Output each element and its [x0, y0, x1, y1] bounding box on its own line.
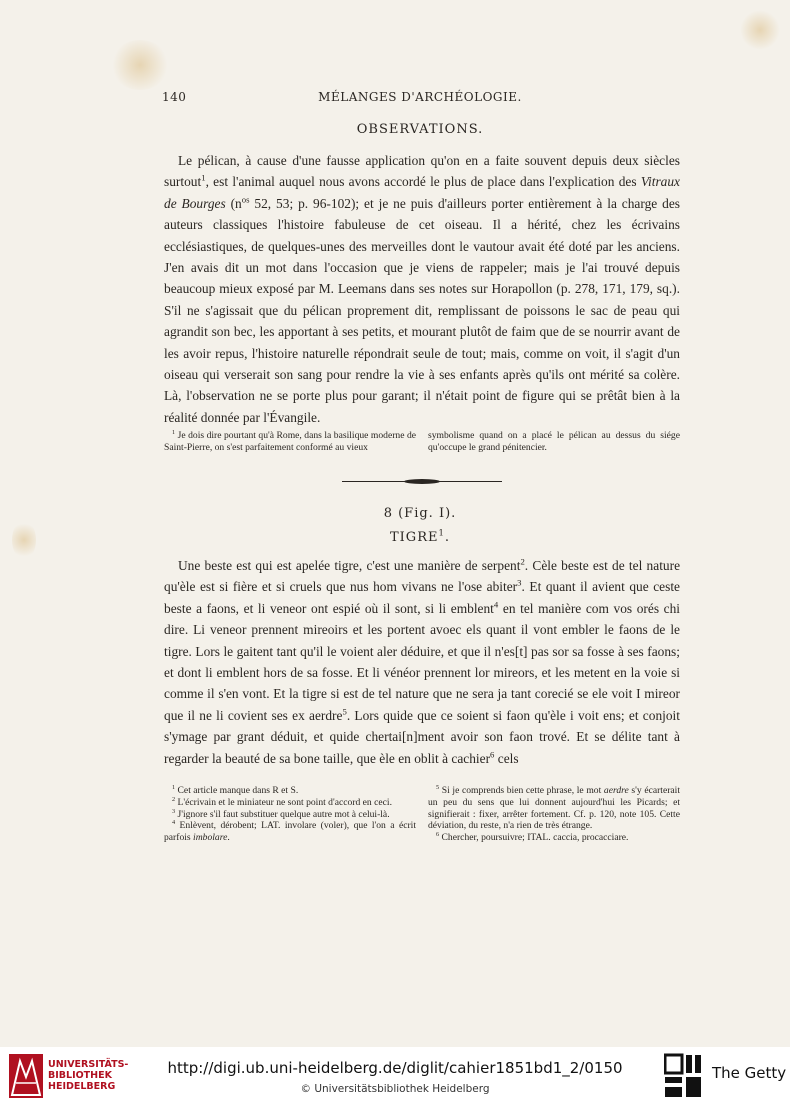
tigre-text — [164, 555, 680, 769]
observations-text — [164, 150, 680, 428]
footnote-ref: 1 — [438, 527, 445, 538]
paper-stain — [110, 40, 170, 90]
footnote-column — [164, 785, 416, 844]
footer-bar — [0, 1047, 790, 1105]
paragraph: Une beste est qui est apelée tigre, c'est une manière de serpent$^2$. Cèle beste est de tel nature qu'èle est si fière et si cruels que nus hom vivans ne l'ose abiter$^3$. Et quant il avient que ceste beste a faons, et li veneor ont espié où il sont, si li emblent$^4$ en tel manière com vos orés chi dire. Li veneor prennent mireoirs et les portent avoec els quant il vont embler le faons de le tigre. Lors le gaitent tant qu'il le voient aler déduire, et que il n'es[t] pas sor sa fosse à ses faons; et dont li emblent hors de sa fosse. Et li vénéor prennent lor mireors, et les metent en la voie si comme il s'en vont. Et la tigre si est de tel nature que ne sera ja tant corecié se ele voit I mireor que il ne li covient ses ex aerdre$^5$. Lors quide que ce soient si faon qu'èle i voit ens; et conjoit s'ymage par grant déduit, et quide chertai[n]ment avoir son faon trové. Et se délite tant à regarder la beauté de sa bone taille, que èle en oblit à cachier$^6$ cels — [164, 556, 681, 766]
footnote-number: 1 — [172, 428, 176, 436]
footnotes-tigre — [164, 785, 680, 844]
footnote-column — [428, 785, 680, 844]
footnote-observations — [164, 430, 680, 454]
footnote: $^2$ L'écrivain et le miniateur ne sont point d'accord en ceci. — [172, 795, 392, 808]
copyright-notice: © Universitätsbibliothek Heidelberg — [300, 1083, 490, 1095]
footnote: $^5$ Si je comprends bien cette phrase, le mot aerdre s'y écarterait un peu du sens que lui donnent aujourd'hui les Picards; et signifierait : fixer, arrêter fortement. Cf. p. 120, note 105. Cette déviation, du reste, n'a rien de très étrange. — [428, 783, 680, 832]
footnote-column: $^1$ Je dois dire pourtant qu'à Rome, dans la basilique moderne de Saint-Pierre, on s'est parfaitement conformé au vieux — [164, 428, 417, 453]
footnote: $^4$ Enlèvent, dérobent; LAT. involare (voler), que l'on a écrit parfois imbolare. — [164, 819, 416, 844]
footnote-ref: 1 — [201, 172, 206, 183]
running-head — [162, 90, 678, 106]
university-library-name: UNIVERSITÄTS- BIBLIOTHEK HEIDELBERG — [48, 1059, 129, 1092]
section-heading-observations: OBSERVATIONS. — [356, 122, 484, 137]
footnote-column: symbolisme quand on a placé le pélican au dessus du siége qu'occupe le grand pénitencier. — [428, 430, 680, 453]
section-heading-tigre: TIGRE$^1$. — [390, 527, 450, 545]
getty-logo[interactable] — [664, 1053, 704, 1099]
ornamental-divider — [342, 479, 502, 485]
footnote: $^1$ Cet article manque dans R et S. — [172, 783, 299, 796]
running-title: MÉLANGES D'ARCHÉOLOGIE. — [318, 90, 522, 104]
page-number: 140 — [162, 90, 187, 104]
getty-label: The Getty — [712, 1064, 787, 1082]
document-url[interactable]: http://digi.ub.uni-heidelberg.de/diglit/cahier1851bd1_2/0150 — [167, 1059, 623, 1077]
footnote: $^3$ J'ignore s'il faut substituer quelque autre mot à celui-là. — [172, 807, 390, 820]
paper-stain — [740, 10, 780, 50]
footnote: $^6$ Chercher, poursuivre; ITAL. caccia, procacciare. — [436, 831, 629, 844]
paper-stain — [12, 520, 36, 560]
figure-reference: 8 (Fig. I). — [383, 506, 457, 521]
paragraph: Le pélican, à cause d'une fausse application qu'on en a faite souvent depuis deux siècles surtout$^1$, est l'animal auquel nous avons accordé le plus de place dans l'explication des Vitraux de Bourges ($n^{os}$ 52, 53; p. 96-102); et je ne puis d'ailleurs porter entièrement à la charge des auteurs classiques l'histoire fabuleuse de cet oiseau. Il a hérité, chez les écrivains ecclésiastiques, de quelques-unes des merveilles dont le vautour avait été doté par les anciens. J'en avais dit un mot dans l'occasion que je viens de rappeler; mais je l'ai trouvé depuis beaucoup mieux exposé par M. Leemans dans ses notes sur Horapollon (p. 278, 171, 179, sq.). S'il ne s'agissait que du pélican proprement dit, remplissant de poissons le sac de peau qui agrandit son bec, les apportant à ses petits, et mourant plutôt de faim que de se nourrir avant de les avoir repus, l'histoire naturelle répondrait seule de tout; mais, comme on voit, il s'agit d'un oiseau qui verserait son sang pour rendre la vie à ses enfants après qu'ils ont mérité sa colère. Là, l'observation ne se porte plus pour garant; il n'était point de figure qui se prêtât bien à la réalité donnée par l'Évangile. — [164, 153, 680, 425]
